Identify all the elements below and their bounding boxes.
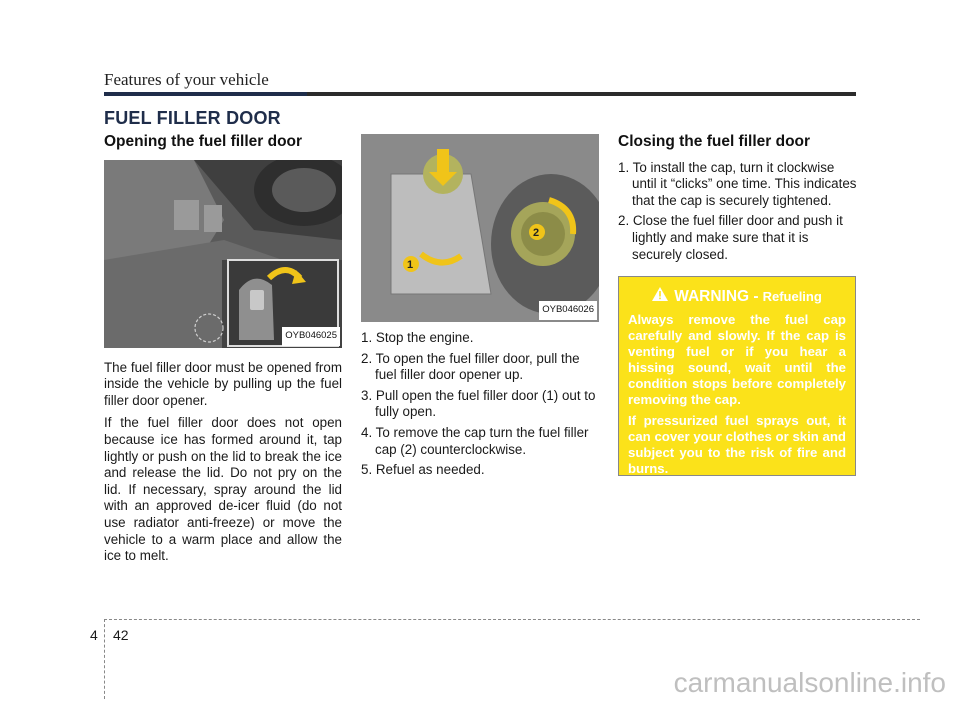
step-item: 2. Close the fuel filler door and push it lightly and make sure that it is securely closed. (618, 213, 843, 262)
interior-photo (104, 160, 342, 348)
callout-1: 1 (407, 259, 414, 271)
callout-2: 2 (533, 227, 540, 239)
warning-header (628, 287, 846, 306)
image-code: OYB046025 (282, 327, 340, 346)
step-item: 2. To open the fuel filler door, pull the fuel filler door opener up. (361, 350, 580, 383)
step-item: 1. To install the cap, turn it clockwise until it “clicks” one time. This indicates that the cap is securely tightened. (618, 159, 857, 208)
warning-title: WARNING - (674, 287, 759, 305)
header-rule (104, 92, 856, 96)
page-number: 42 (113, 627, 129, 643)
steps-list (361, 330, 599, 479)
paragraph: If the fuel filler door does not open because ice has formed around it, tap lightly or push on the lid to break the ice and release the lid. Do not pry on the lid. If necessary, spray around the lid with an approved de-icer fluid (do not use radiator anti-freeze) or move the vehicle to a warm place and allow the ice to melt. (104, 415, 342, 564)
step-item: 4. To remove the cap turn the fuel filler cap (2) counterclockwise. (361, 424, 589, 457)
watermark: carmanualsonline.info (673, 667, 946, 698)
fuel-door-photo (361, 134, 599, 322)
column-opening (104, 134, 342, 571)
warning-subtitle: Refueling (762, 289, 822, 304)
warning-box (618, 276, 856, 476)
section-title: FUEL FILLER DOOR (104, 108, 281, 128)
subheading-closing: Closing the fuel filler door (618, 133, 811, 150)
footer-divider (104, 619, 105, 699)
warning-paragraph: If pressurized fuel sprays out, it can cover your clothes or skin and subject you to the risk of fire and burns. (628, 413, 846, 476)
interior-illustration (104, 160, 342, 348)
closing-steps-list (618, 160, 858, 264)
column-steps (361, 134, 599, 483)
section-number: 4 (90, 627, 98, 643)
column-closing (618, 134, 858, 267)
subheading-opening: Opening the fuel filler door (104, 133, 303, 150)
step-item: 5. Refuel as needed. (361, 462, 485, 478)
fuel-door-illustration (361, 134, 599, 322)
image-code: OYB046026 (539, 301, 597, 320)
footer-rule (104, 619, 920, 620)
warning-paragraph: Always remove the fuel cap carefully and slowly. If the cap is venting fuel or if you hear a hissing sound, wait until the condition stops before completely removing the cap. (628, 312, 846, 407)
step-item: 3. Pull open the fuel filler door (1) out to fully open. (361, 387, 596, 420)
warning-triangle-icon (652, 287, 668, 306)
page-header-title: Features of your vehicle (104, 70, 269, 89)
step-item: 1. Stop the engine. (361, 330, 474, 345)
paragraph: The fuel filler door must be opened from inside the vehicle by pulling up the fuel filler door opener. (104, 359, 342, 408)
